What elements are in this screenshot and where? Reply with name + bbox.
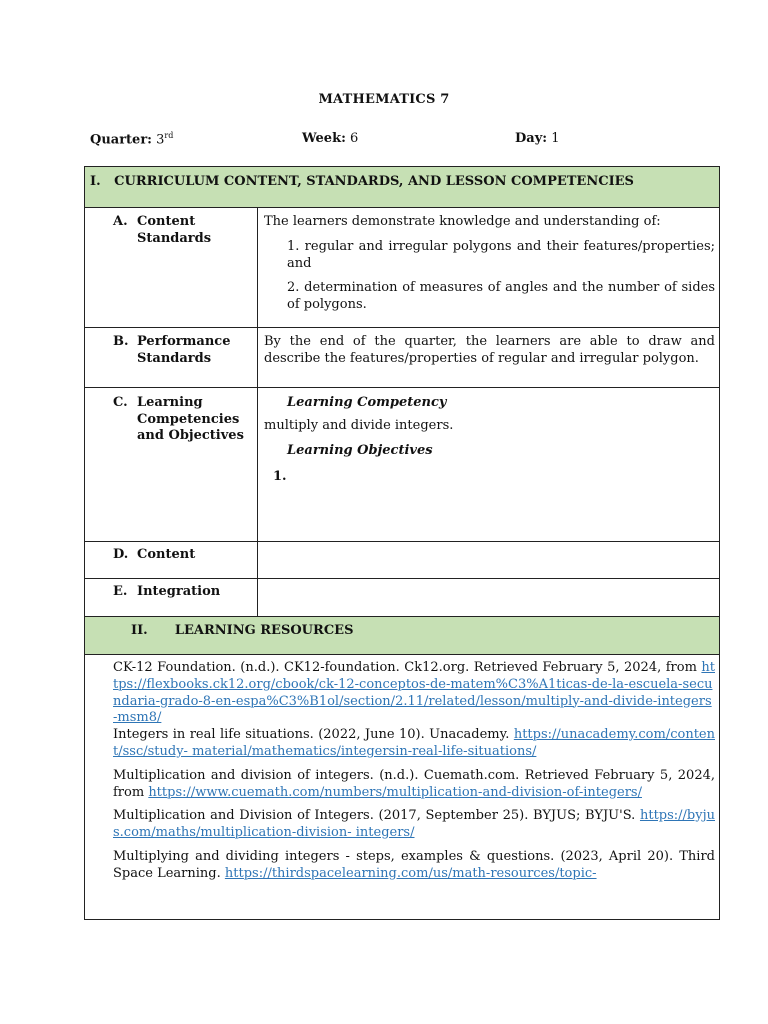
competencies-label-cell	[85, 388, 258, 541]
content-standards-label: Content Standards	[137, 214, 212, 246]
performance-standards-letter: B.	[113, 334, 129, 349]
content-standards-row	[85, 208, 719, 328]
references-row	[85, 655, 719, 920]
week-label: Week:	[302, 131, 346, 146]
reference-text: CK-12 Foundation. (n.d.). CK12-foundation. Ck12.org. Retrieved February 5, 2024, from	[113, 660, 702, 675]
content-label-cell	[85, 542, 258, 578]
reference-link[interactable]: https://www.cuemath.com/numbers/multiplication-and-division-of-integers/	[148, 784, 642, 800]
performance-standards-cell	[258, 328, 719, 387]
references-list	[113, 660, 715, 890]
section1-title: I. CURRICULUM CONTENT, STANDARDS, AND LESSON COMPETENCIES	[90, 174, 634, 189]
integration-letter: E.	[113, 584, 128, 599]
reference-link[interactable]: https://flexbooks.ck12.org/cbook/ck-12-conceptos-de-matem%C3%A1ticas-de-la-escuela-secundaria-grado-8-en-espa%C3%B1ol/section/2.11/related/lesson/multiply-and-divide-integers-msm8/	[113, 660, 715, 726]
content-standards-cell	[258, 208, 719, 327]
document-title: MATHEMATICS 7	[318, 92, 450, 107]
competencies-letter: C.	[113, 395, 128, 410]
reference-item	[113, 808, 715, 842]
lesson-table	[84, 166, 720, 920]
section2-title: II. LEARNING RESOURCES	[131, 623, 354, 638]
day-label: Day:	[515, 131, 548, 146]
competencies-row	[85, 388, 719, 542]
competencies-label: Learning Competencies and Objectives	[137, 395, 244, 443]
content-standards-letter: A.	[113, 214, 128, 229]
content-row	[85, 542, 719, 579]
content-standards-intro: The learners demonstrate knowledge and understanding of:	[264, 214, 661, 229]
reference-link[interactable]: https://unacademy.com/content/ssc/study- material/mathematics/integersin-real-life-situations/	[113, 727, 715, 759]
reference-link[interactable]: https://thirdspacelearning.com/us/math-resources/topic-	[224, 865, 597, 881]
reference-text: Multiplication and Division of Integers. (2017, September 25). BYJUS; BYJU'S.	[113, 808, 640, 824]
section2-header	[85, 617, 719, 655]
week-field	[302, 131, 358, 146]
quarter-value: 3	[156, 132, 165, 148]
week-value: 6	[350, 131, 359, 146]
performance-standards-label-cell	[85, 328, 258, 387]
content-standards-item-2: 2. determination of measures of angles and the number of sides of polygons.	[287, 280, 715, 312]
reference-link[interactable]: https://byjus.com/maths/multiplication-division- integers/	[113, 808, 715, 841]
day-field	[515, 131, 559, 146]
day-value: 1	[551, 131, 560, 146]
learning-competency-text: multiply and divide integers.	[264, 418, 454, 433]
section1-header	[85, 167, 719, 208]
reference-item	[113, 660, 715, 727]
integration-label: Integration	[137, 584, 221, 599]
quarter-label: Quarter:	[90, 132, 152, 148]
performance-standards-label: Performance Standards	[137, 334, 231, 366]
integration-label-cell	[85, 579, 258, 616]
reference-text: Integers in real life situations. (2022, June 10). Unacademy.	[113, 727, 514, 743]
content-label: Content	[137, 547, 196, 562]
learning-competency-heading: Learning Competency	[287, 395, 447, 410]
integration-row	[85, 579, 719, 617]
reference-item	[113, 727, 715, 761]
competencies-cell	[258, 388, 719, 541]
performance-standards-row	[85, 328, 719, 388]
quarter-suffix: rd	[164, 131, 174, 140]
content-standards-label-cell	[85, 208, 258, 327]
quarter-field	[90, 131, 173, 147]
reference-item	[113, 768, 715, 802]
integration-cell	[258, 579, 719, 616]
reference-item	[113, 849, 715, 883]
reference-text: Multiplication and division of integers. (n.d.). Cuemath.com. Retrieved February 5, 2024, from	[113, 767, 715, 800]
reference-text: Multiplying and dividing integers - steps, examples & questions. (2023, April 20). Third Space Learning.	[113, 848, 715, 881]
content-standards-item-1: 1. regular and irregular polygons and their features/properties; and	[287, 239, 715, 271]
performance-standards-text: By the end of the quarter, the learners are able to draw and describe the features/properties of regular and irregular polygon.	[264, 334, 715, 366]
learning-objective-number: 1.	[273, 469, 287, 484]
learning-objectives-heading: Learning Objectives	[287, 443, 433, 458]
content-cell	[258, 542, 719, 578]
content-letter: D.	[113, 547, 129, 562]
